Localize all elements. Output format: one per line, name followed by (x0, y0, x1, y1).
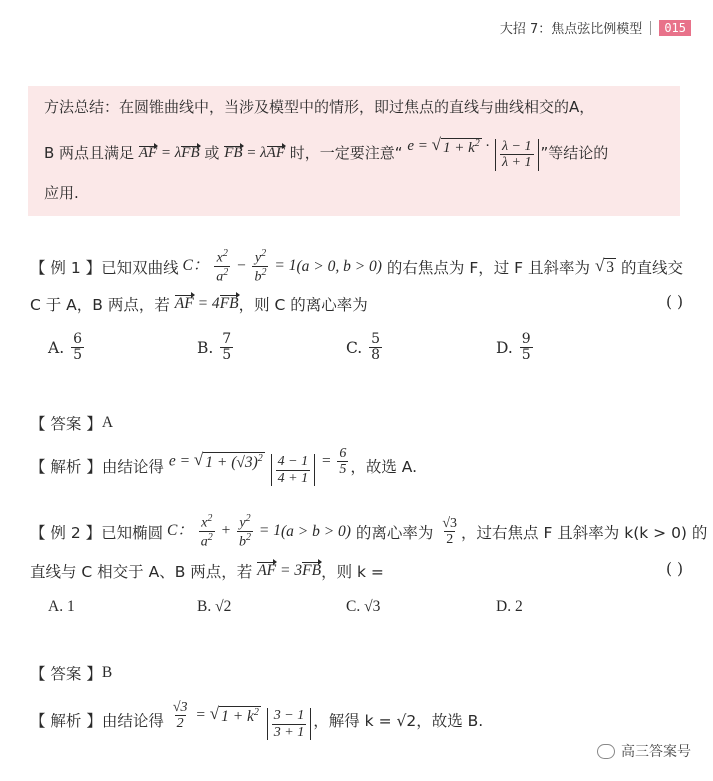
eccentricity-formula: e = √ $1 + k^2$ · $\frac{\lambda - 1}{\lambda + 1}$ (407, 136, 540, 171)
option-b-2: B. √2 (197, 598, 232, 615)
option-c-1: C. $\frac{5}{8}$ (346, 331, 381, 364)
vector-condition-1: AF = 4FB (174, 295, 239, 312)
page-header (500, 18, 691, 37)
answer-2: 【 答案 】 B (30, 664, 113, 683)
summary-line-3: 应用. (44, 184, 79, 202)
answer-parentheses-1: ( ) (665, 293, 683, 311)
analysis-1-formula: e = √ $1 + (√3)^2$ $\frac{4 - 1}{4 + 1}$ = $\frac{6}{5}$ (168, 446, 347, 486)
summary-line-2: B 两点且满足 AF = λFB 或 FB = λAF 时，一定要注意“ e = √ $1 + k^2$ · $\frac{\lambda - 1}{\lambda + 1}$ ”等结论的 (44, 135, 609, 171)
page-number: 015 (659, 20, 691, 36)
option-c-2: C. √3 (346, 598, 381, 615)
option-a-1: A. $\frac{6}{5}$ (48, 331, 82, 364)
watermark: 高三答案号 (597, 741, 691, 761)
option-b-1: B. $\frac{7}{5}$ (197, 331, 232, 364)
analysis-2: 【 解析 】 由结论得 $\frac{√3}{2}$ = √ $1 + k^2$ $\frac{3 - 1}{3 + 1}$ ，解得 k = √2，故选 B. (30, 700, 484, 740)
summary-line-1: 方法总结： 在圆锥曲线中，当涉及模型中的情形，即过焦点的直线与曲线相交的 A， (44, 98, 595, 116)
hyperbola-equation: C： $\frac{x^2}{a^2}$ − $\frac{y^2}{b^2}$ = 1 (178, 248, 297, 285)
vector-eq-1: AF = λFB (138, 144, 200, 161)
option-d-2: D. 2 (496, 598, 523, 615)
example-1-line-2: C 于 A，B 两点，若 AF = 4FB ，则 C 的离心率为 (30, 295, 368, 314)
answer-parentheses-2: ( ) (665, 560, 683, 578)
vector-condition-2: AF = 3FB (257, 562, 322, 579)
method-summary-box (28, 86, 680, 216)
ellipse-equation: C： $\frac{x^2}{a^2}$ + $\frac{y^2}{b^2}$ = 1 (163, 513, 281, 550)
example-1-line-1: 【 例 1 】 已知双曲线 C： $\frac{x^2}{a^2}$ − $\frac{y^2}{b^2}$ = 1 (a > 0, b > 0) 的右焦点为 F，过 F 且斜率为 √ 3 的直线交 (30, 248, 683, 285)
option-a-2: A. 1 (48, 598, 75, 615)
vector-eq-2: FB = λAF (224, 144, 285, 161)
example-2-line-2: 直线与 C 相交于 A、B 两点，若 AF = 3FB ，则 k = (30, 562, 384, 581)
option-d-1: D. $\frac{9}{5}$ (496, 331, 531, 364)
example-2-line-1: 【 例 2 】 已知椭圆 C： $\frac{x^2}{a^2}$ + $\frac{y^2}{b^2}$ = 1 (a > b > 0) 的离心率为 $\frac{√3}{2}$ ，过右焦点 F 且斜率为 k(k > 0) 的 (30, 513, 708, 550)
analysis-1: 【 解析 】 由结论得 e = √ $1 + (√3)^2$ $\frac{4 - 1}{4 + 1}$ = $\frac{6}{5}$ ，故选 A. (30, 446, 418, 486)
header-divider (650, 21, 651, 35)
sqrt3: √ 3 (594, 256, 615, 277)
chapter-title: 大招 7：焦点弦比例模型 (499, 22, 643, 37)
answer-1: 【 答案 】 A (30, 414, 114, 433)
eccentricity-value: $\frac{√3}{2}$ (442, 515, 458, 548)
analysis-2-formula: $\frac{√3}{2}$ = √ $1 + k^2$ $\frac{3 - 1}{3 + 1}$ (169, 700, 313, 740)
wechat-icon (597, 744, 615, 759)
